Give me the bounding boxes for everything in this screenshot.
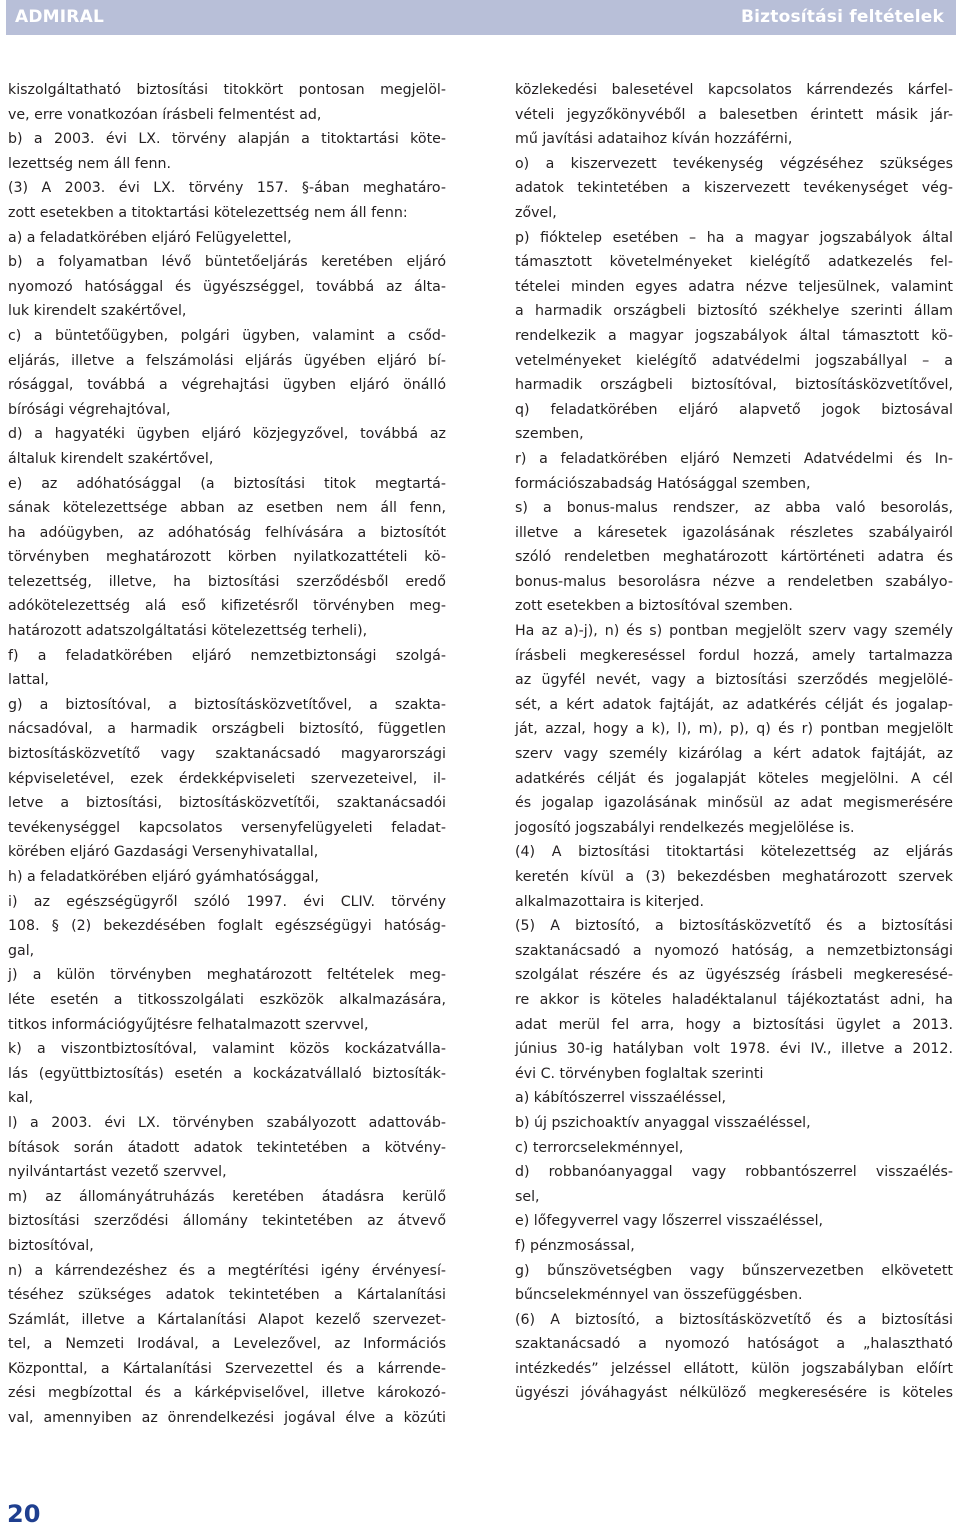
text-line: f) a feladatkörében eljáró nemzetbiztonsági szolgá- (8, 647, 446, 664)
text-line: b) a 2003. évi LX. törvény alapján a titoktartási köte- (8, 131, 446, 148)
text-line: illetve a káresetek igazolásának részletes szabályairól (515, 524, 953, 541)
text-line: (4) A biztosítási titoktartási kötelezettség az eljárás (515, 844, 953, 861)
text-line: harmadik országbeli biztosítóval, biztosításközvetítővel, (515, 377, 953, 394)
text-line: zott esetekben a biztosítóval szemben. (515, 598, 793, 615)
text-line: a harmadik országbeli biztosító székhelye szerinti állam (515, 303, 953, 320)
text-line: biztosításközvetítő vagy szaktanácsadó magyarországi (8, 746, 446, 763)
text-line: ját, azzal, hogy a k), l), m), p), q) és r) pontban megjelölt (515, 721, 953, 738)
text-line: képviseletével, ezek érdekképviseleti szervezeteivel, il- (8, 770, 446, 787)
text-line: rendelkezik a magyar jogszabályok által támasztott kö- (515, 327, 953, 344)
page-number: 20 (7, 1500, 41, 1528)
text-line: adat merül fel arra, hogy a biztosítási ügylet a 2013. (515, 1016, 953, 1033)
text-line: körében eljáró Gazdasági Versenyhivatallal, (8, 844, 319, 861)
text-line: p) fióktelep esetében – ha a magyar jogszabályok által (515, 229, 953, 246)
text-line: n) a kárrendezéshez és a megtérítési igény érvényesí- (8, 1262, 446, 1279)
text-line: ve, erre vonatkozóan írásbeli felmentést ad, (8, 106, 322, 123)
text-line: nyilvántartást vezető szervvel, (8, 1164, 227, 1181)
text-line: sét, a kért adatok fajtáját, az adatkérés célját és jogalap- (515, 696, 953, 713)
text-line: sel, (515, 1188, 540, 1205)
text-line: ha adóügyben, az adóhatóság felhívására a biztosítót (8, 524, 446, 541)
text-line: szaktanácsadó a nyomozó hatóságot a „halasztható (515, 1336, 953, 1353)
brand-name: ADMIRAL (15, 7, 104, 27)
text-line: Számlát, illetve a Kártalanítási Alapot kezelő szervezet- (8, 1311, 446, 1328)
right-text-column (515, 78, 953, 1406)
text-line: c) terrorcselekménnyel, (515, 1139, 684, 1156)
text-line: kiszolgáltatható biztosítási titokkört pontosan megjelöl- (8, 82, 446, 98)
text-line: c) a büntetőügyben, polgári ügyben, valamint a csőd- (8, 327, 446, 344)
text-line: gal, (8, 942, 35, 959)
text-line: g) bűnszövetségben vagy bűnszervezetben elkövetett (515, 1262, 953, 1279)
text-line: alkalmazottaira is kiterjed. (515, 893, 704, 910)
text-line: r) a feladatkörében eljáró Nemzeti Adatvédelmi és In- (515, 450, 953, 467)
text-line: szaktanácsadó a nyomozó hatóság, a nemzetbiztonsági (515, 942, 953, 959)
text-line: k) a viszontbiztosítóval, valamint közös kockázatválla- (8, 1041, 446, 1058)
text-line: letve a biztosítási, biztosításközvetítői, szaktanácsadói (8, 795, 446, 812)
text-line: évi C. törvényben foglaltak szerinti (515, 1065, 764, 1082)
text-line: írásbeli megkereséssel fordul hozzá, amely tartalmazza (515, 647, 953, 664)
text-line: b) új pszichoaktív anyaggal visszaéléssel, (515, 1114, 811, 1131)
text-line: nácsadóval, a harmadik országbeli biztosító, független (8, 721, 446, 738)
text-line: e) az adóhatósággal (a biztosítási titok megtartá- (8, 475, 446, 492)
text-line: o) a kiszervezett tevékenység végzéséhez szükséges (515, 155, 953, 172)
text-line: szemben, (515, 426, 584, 443)
text-line: intézkedés” jelzéssel ellátott, külön jogszabályban előírt (515, 1360, 953, 1377)
text-line: biztosítóval, (8, 1237, 94, 1254)
text-line: szolgálat részére és az ügyészség írásbeli megkeresésé- (515, 967, 953, 984)
text-line: (3) A 2003. évi LX. törvény 157. §-ában meghatáro- (8, 180, 446, 197)
text-line: h) a feladatkörében eljáró gyámhatósággal, (8, 869, 319, 885)
page-header (6, 0, 956, 35)
text-line: június 30-ig hatályban volt 1978. évi IV., illetve a 2012. (515, 1041, 953, 1058)
text-line: eljárás, illetve a felszámolási eljárás ügyében eljáró bí- (8, 352, 446, 369)
text-line: adókötelezettség alá eső kifizetésről törvényben meg- (8, 598, 446, 615)
text-line: adatkérés célját és jogalapját köteles megjelölni. A cél (515, 770, 953, 787)
text-line: zott esetekben a titoktartási kötelezettség nem áll fenn: (8, 204, 408, 221)
text-line: lezettség nem áll fenn. (8, 155, 171, 172)
text-line: szóló rendeletben meghatározott kártörténeti adatra és (515, 549, 953, 566)
text-line: luk kirendelt szakértővel, (8, 303, 187, 320)
section-title: Biztosítási feltételek (740, 7, 944, 27)
text-line: határozott adatszolgáltatási kötelezettség terheli), (8, 623, 368, 640)
text-line: val, amennyiben az önrendelkezési jogával élve a közúti (8, 1410, 446, 1427)
text-line: léte esetén a titkosszolgálati eszközök alkalmazására, (8, 991, 446, 1008)
text-line: bítások során átadott adatok tekintetében a kötvény- (8, 1139, 446, 1156)
text-line: titkos információgyűjtésre felhatalmazott szervvel, (8, 1016, 369, 1033)
text-line: d) robbanóanyaggal vagy robbantószerrel visszaélés- (515, 1164, 953, 1181)
text-line: közlekedési balesetével kapcsolatos kárrendezés kárfel- (515, 82, 953, 98)
text-line: e) lőfegyverrel vagy lőszerrel visszaéléssel, (515, 1213, 824, 1230)
text-line: s) a bonus-malus rendszer, az abba való besorolás, (515, 500, 953, 517)
text-line: (5) A biztosító, a biztosításközvetítő és a biztosítási (515, 918, 953, 935)
text-line: f) pénzmosással, (515, 1237, 635, 1254)
text-line: a) kábítószerrel visszaéléssel, (515, 1090, 727, 1107)
text-line: bírósági végrehajtóval, (8, 401, 171, 418)
text-line: téséhez szükséges adatok tekintetében a Kártalanítási (8, 1287, 446, 1304)
text-line: rósággal, továbbá a végrehajtási ügyben eljáró önálló (8, 377, 446, 394)
text-line: tételei minden egyes adatra nézve teljesülnek, valamint (515, 278, 953, 295)
text-line: és jogalap igazolásának minősül az adat megismerésére (515, 795, 953, 812)
text-line: zési megbízottal és a kárképviselővel, illetve károkozó- (8, 1385, 446, 1402)
text-line: az ügyfél nevét, vagy a biztosítási szerződés megjelölé- (515, 672, 953, 689)
text-line: (6) A biztosító, a biztosításközvetítő és a biztosítási (515, 1311, 953, 1328)
text-line: általuk kirendelt szakértővel, (8, 450, 214, 467)
text-line: jogosító jogszabályi rendelkezés megjelölése is. (515, 819, 855, 836)
text-line: szerv vagy személy kizárólag a kért adatok fajtáját, az (515, 746, 953, 763)
text-line: formációszabadság Hatósággal szemben, (515, 475, 811, 492)
text-line: sának kötelezettsége abban az esetben nem áll fenn, (8, 500, 446, 517)
text-line: bűncselekménnyel van összefüggésben. (515, 1287, 803, 1304)
text-line: m) az állományátruházás keretében átadásra kerülő (8, 1188, 446, 1205)
text-line: lás (együttbiztosítás) esetén a kockázatvállaló biztosíták- (8, 1065, 446, 1082)
text-line: 108. § (2) bekezdésében foglalt egészségügyi hatóság- (8, 918, 446, 935)
text-line: támasztott követelményeket kielégítő adatkezelés fel- (515, 254, 953, 271)
text-line: re akkor is köteles haladéktalanul tájékoztatást adni, ha (515, 991, 953, 1008)
text-line: b) a folyamatban lévő büntetőeljárás keretében eljáró (8, 254, 446, 271)
text-line: keretén kívül a (3) bekezdésben meghatározott szervek (515, 869, 953, 885)
text-line: l) a 2003. évi LX. törvényben szabályozott adattováb- (8, 1114, 446, 1131)
text-line: vetelményeket kielégítő adatvédelmi jogszabállyal – a (515, 352, 953, 369)
text-line: Központtal, a Kártalanítási Szervezettel és a kárrende- (8, 1360, 446, 1377)
text-line: zővel, (515, 204, 557, 221)
text-line: vételi jegyzőkönyvéből a balesetben érintett másik jár- (515, 106, 953, 123)
text-line: tevékenységgel kapcsolatos versenyfelügyeleti feladat- (8, 819, 446, 836)
text-line: nyomozó hatósággal és ügyészséggel, továbbá az álta- (8, 278, 446, 295)
text-line: törvényben meghatározott körben nyilatkozattételi kö- (8, 549, 446, 566)
left-text-column (8, 78, 446, 1431)
text-line: bonus-malus besorolásra nézve a rendeletben szabályo- (515, 573, 953, 590)
text-line: mű javítási adataihoz kíván hozzáférni, (515, 131, 793, 148)
text-line: g) a biztosítóval, a biztosításközvetítővel, a szakta- (8, 696, 446, 713)
text-line: a) a feladatkörében eljáró Felügyelettel, (8, 229, 292, 246)
text-line: Ha az a)-j), n) és s) pontban megjelölt szerv vagy személy (515, 623, 953, 640)
text-line: j) a külön törvényben meghatározott feltételek meg- (8, 967, 446, 984)
text-line: telezettség, illetve, ha biztosítási szerződésből eredő (8, 573, 446, 590)
text-line: ügyészi jóváhagyást nélkülöző megkeresésére is köteles (515, 1385, 953, 1402)
text-line: tel, a Nemzeti Irodával, a Levelezővel, az Információs (8, 1336, 446, 1353)
text-line: q) feladatkörében eljáró alapvető jogok biztosával (515, 401, 953, 418)
text-line: biztosítási szerződési állomány tekintetében az átvevő (8, 1213, 446, 1230)
text-line: d) a hagyatéki ügyben eljáró közjegyzővel, továbbá az (8, 426, 446, 443)
text-line: i) az egészségügyről szóló 1997. évi CLIV. törvény (8, 893, 446, 910)
text-line: adatok tekintetében a kiszervezett tevékenységet vég- (515, 180, 953, 197)
text-line: lattal, (8, 672, 49, 689)
text-line: kal, (8, 1090, 34, 1107)
